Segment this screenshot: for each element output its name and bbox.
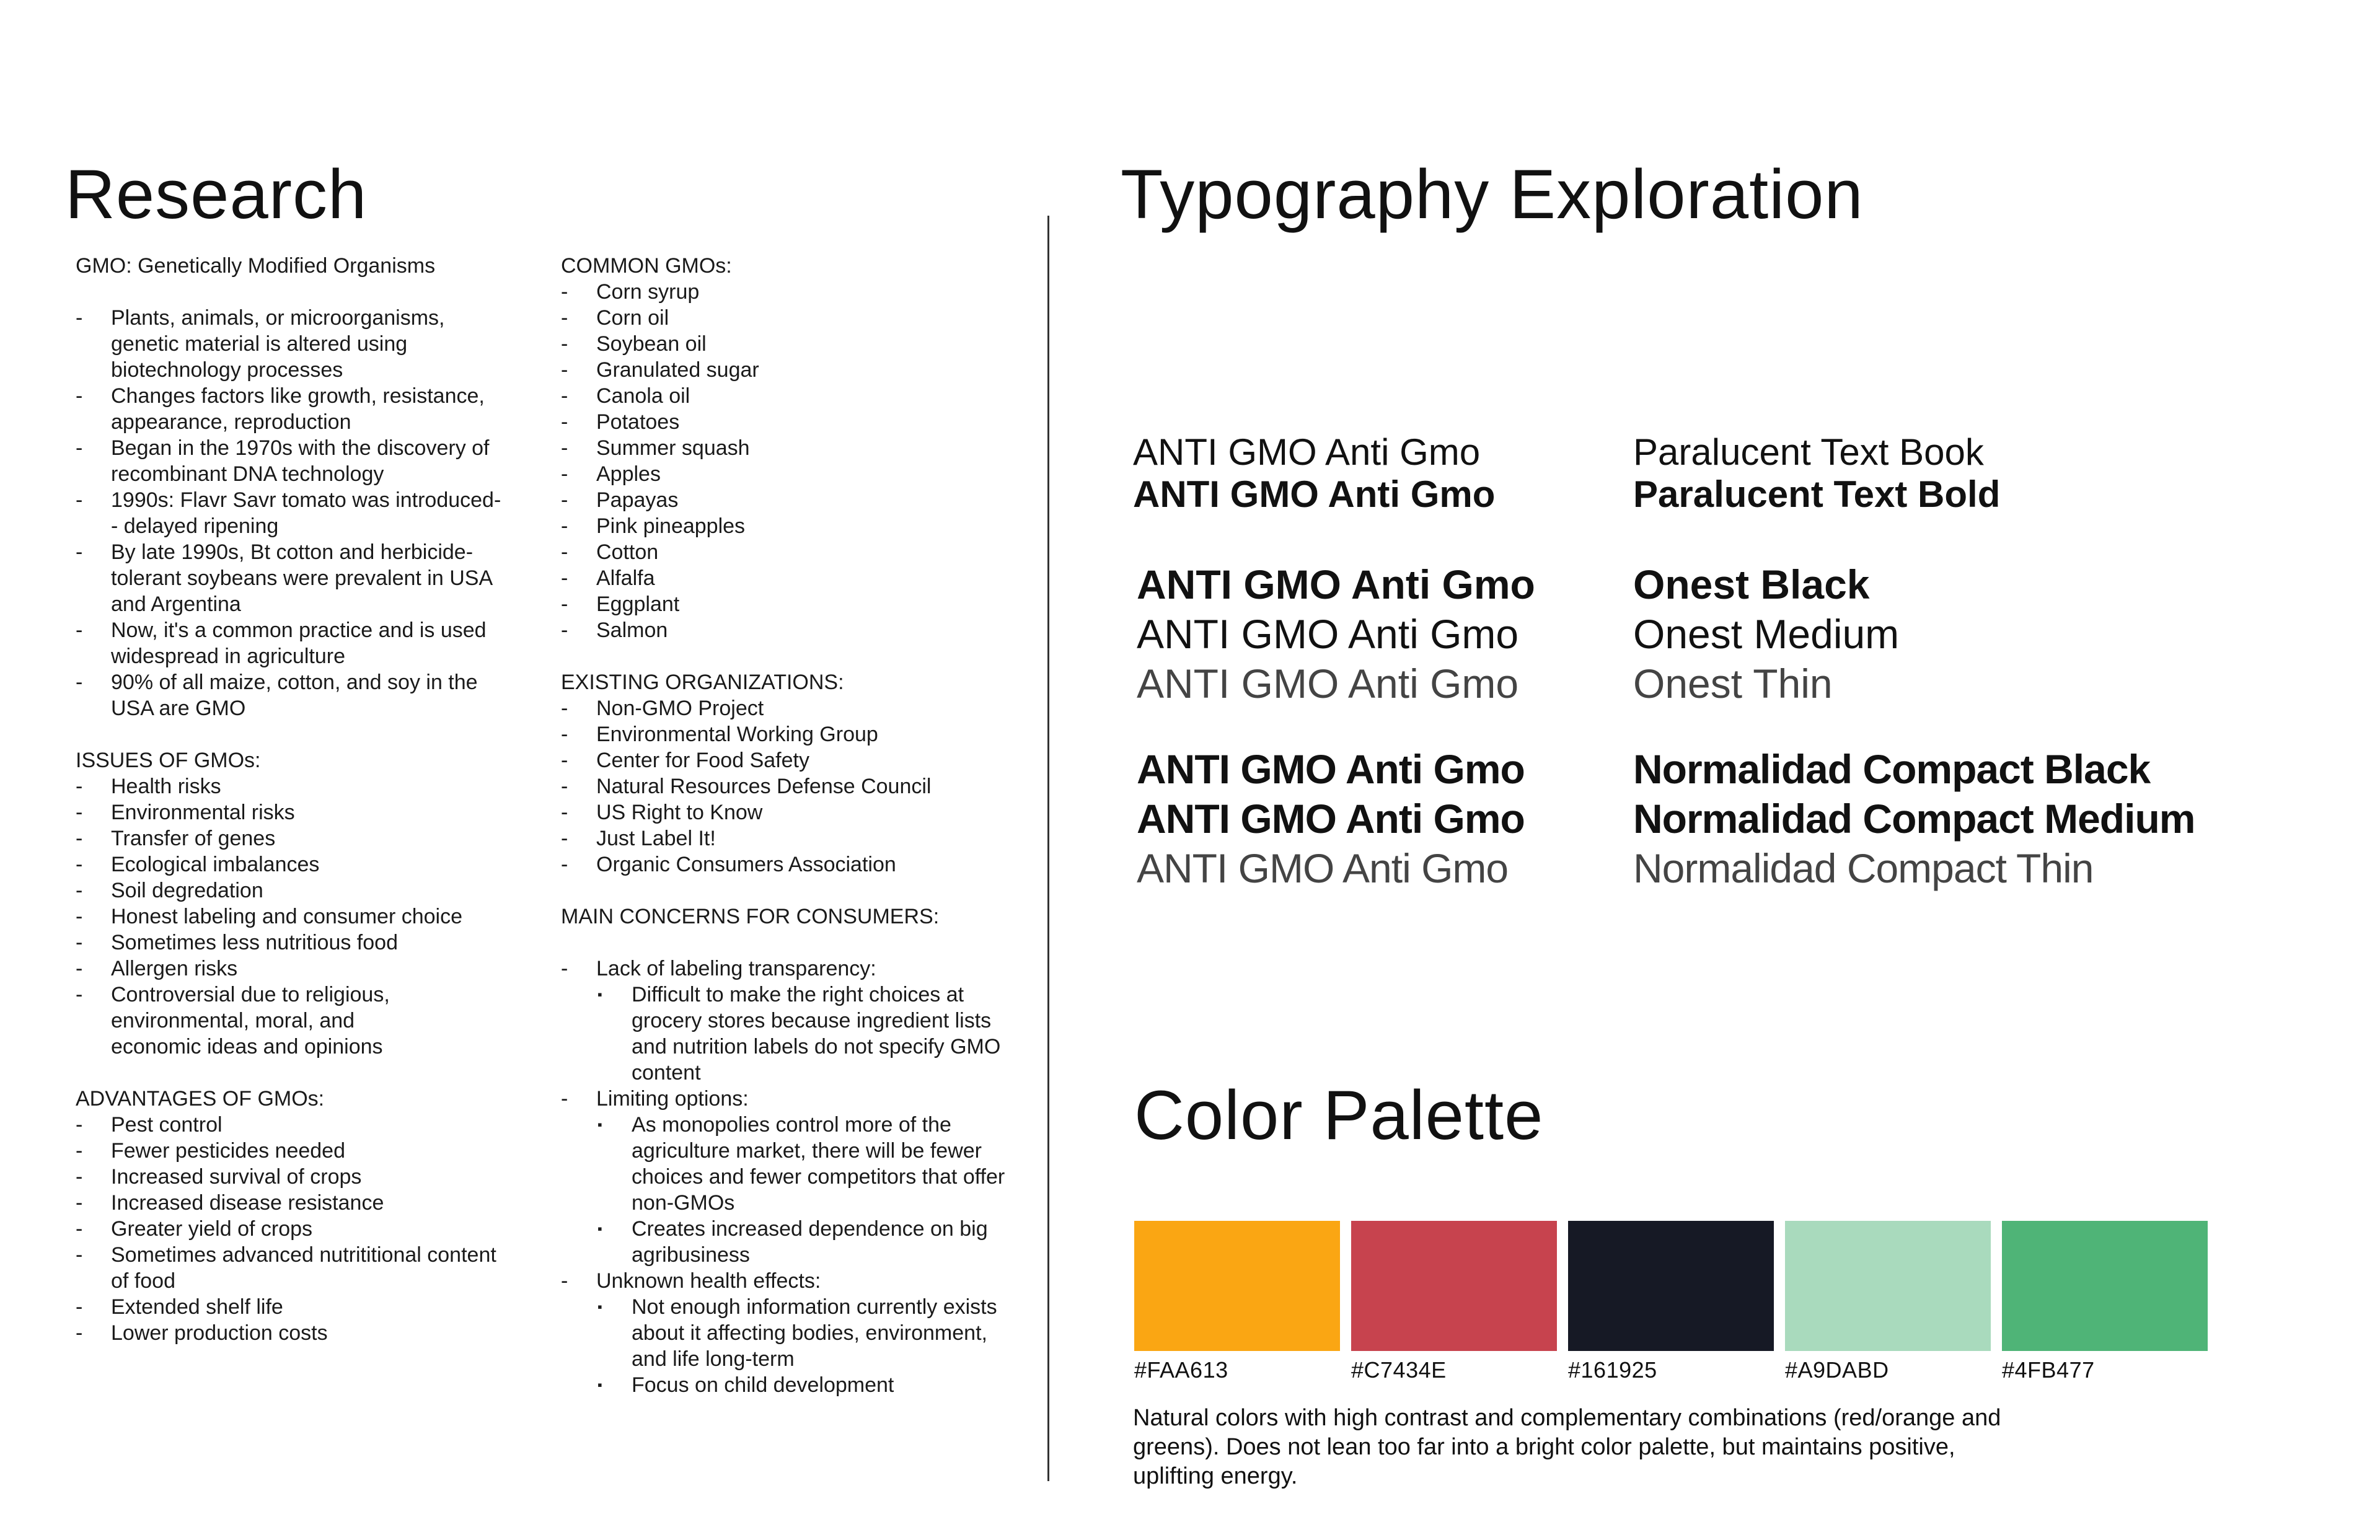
sub-list-item: ▪ As monopolies control more of the agriculture market, there will be fewer choices and fewer competitors that offer non-GMOs (596, 1112, 1007, 1216)
list-item: - Plants, animals, or microorganisms, genetic material is altered using biotechnology processes (76, 305, 503, 383)
list-item: - Cotton (561, 539, 1007, 565)
typography-title: Typography Exploration (1121, 156, 1864, 233)
list-item: - Health risks (76, 773, 503, 799)
font-name-normalidad-medium: Normalidad Compact Medium (1633, 796, 2195, 842)
list-item: - Honest labeling and consumer choice (76, 904, 503, 930)
gmo-intro-list (76, 305, 503, 721)
list-item: - By late 1990s, Bt cotton and herbicide-tolerant soybeans were prevalent in USA and Argentina (76, 539, 503, 617)
gmo-definition-heading: GMO: Genetically Modified Organisms (76, 254, 436, 278)
concern-label: Limiting options: (596, 1087, 749, 1111)
swatch-hex-label: #FAA613 (1134, 1357, 1228, 1383)
list-item: - Granulated sugar (561, 357, 1007, 383)
list-item: - Ecological imbalances (76, 851, 503, 878)
concern-sublist (596, 982, 1007, 1086)
list-item: - Alfalfa (561, 565, 1007, 591)
list-item: - Corn syrup (561, 279, 1007, 305)
list-item: - Increased survival of crops (76, 1164, 503, 1190)
list-item: - Summer squash (561, 435, 1007, 461)
list-item: - Environmental risks (76, 799, 503, 825)
list-item: - Pest control (76, 1112, 503, 1138)
color-swatch (1134, 1221, 1340, 1351)
concerns-heading: MAIN CONCERNS FOR CONSUMERS: (561, 905, 940, 928)
list-item: - Eggplant (561, 591, 1007, 617)
list-item: - 90% of all maize, cotton, and soy in the USA are GMO (76, 669, 503, 721)
list-item: - 1990s: Flavr Savr tomato was introduced-- delayed ripening (76, 487, 503, 539)
column-divider (1047, 216, 1049, 1481)
organizations-list (561, 695, 1007, 878)
list-item: - Non-GMO Project (561, 695, 1007, 721)
concern-sublist (596, 1294, 1007, 1398)
list-item (561, 1268, 1007, 1294)
font-name-paralucent-book: Paralucent Text Book (1633, 431, 1984, 473)
swatch-hex-label: #A9DABD (1785, 1357, 1889, 1383)
list-item: - Just Label It! (561, 825, 1007, 851)
list-item: - Greater yield of crops (76, 1216, 503, 1242)
swatch-hex-label: #161925 (1568, 1357, 1657, 1383)
organizations-heading: EXISTING ORGANIZATIONS: (561, 671, 844, 694)
list-item: - Corn oil (561, 305, 1007, 331)
list-item: - Extended shelf life (76, 1294, 503, 1320)
font-name-onest-black: Onest Black (1633, 561, 1870, 607)
color-swatch (1351, 1221, 1557, 1351)
list-item: - Apples (561, 461, 1007, 487)
color-swatch (1568, 1221, 1774, 1351)
font-name-onest-thin: Onest Thin (1633, 661, 1833, 706)
list-item: - Soybean oil (561, 331, 1007, 357)
concern-label: Unknown health effects: (596, 1269, 821, 1293)
font-name-normalidad-black: Normalidad Compact Black (1633, 746, 2151, 792)
sample-normalidad-black: ANTI GMO Anti Gmo (1137, 746, 1525, 792)
sample-onest-black: ANTI GMO Anti Gmo (1137, 561, 1535, 607)
list-item: - Lower production costs (76, 1320, 503, 1346)
palette-title: Color Palette (1134, 1076, 1544, 1154)
sample-onest-medium: ANTI GMO Anti Gmo (1137, 611, 1519, 657)
sub-list-item: ▪ Creates increased dependence on big agribusiness (596, 1216, 1007, 1268)
sub-list-item: ▪ Not enough information currently exists about it affecting bodies, environment, and life long-term (596, 1294, 1007, 1372)
list-item: - Now, it's a common practice and is used widespread in agriculture (76, 617, 503, 669)
list-item: - Environmental Working Group (561, 721, 1007, 747)
list-item: - US Right to Know (561, 799, 1007, 825)
sub-list-item: ▪ Focus on child development (596, 1372, 1007, 1398)
list-item: - Soil degredation (76, 878, 503, 904)
list-item: - Sometimes less nutritious food (76, 930, 503, 956)
sample-book: ANTI GMO Anti Gmo (1133, 431, 1481, 473)
list-item: - Organic Consumers Association (561, 851, 1007, 878)
list-item: - Changes factors like growth, resistance, appearance, reproduction (76, 383, 503, 435)
concern-label: Lack of labeling transparency: (596, 957, 876, 980)
list-item: - Salmon (561, 617, 1007, 643)
palette-description: Natural colors with high contrast and complementary combinations (red/orange and greens). Does not lean too far into a bright color palette, but maintains positive, uplifting energy. (1133, 1405, 2001, 1489)
sample-onest-thin: ANTI GMO Anti Gmo (1137, 661, 1519, 706)
list-item: - Sometimes advanced nutrititional content of food (76, 1242, 503, 1294)
concerns-list (561, 1268, 1007, 1294)
list-item: - Fewer pesticides needed (76, 1138, 503, 1164)
list-item: - Pink pineapples (561, 513, 1007, 539)
research-title: Research (65, 156, 368, 233)
sample-bold: ANTI GMO Anti Gmo (1133, 473, 1496, 515)
common-gmos-list (561, 279, 1007, 643)
concerns-list (561, 1086, 1007, 1112)
font-name-paralucent-bold: Paralucent Text Bold (1633, 473, 2001, 515)
list-item: - Increased disease resistance (76, 1190, 503, 1216)
research-column-1 (76, 253, 503, 1372)
font-name-onest-medium: Onest Medium (1633, 611, 1900, 657)
swatch-hex-label: #4FB477 (2002, 1357, 2095, 1383)
color-swatch (1785, 1221, 1991, 1351)
sample-normalidad-thin: ANTI GMO Anti Gmo (1137, 845, 1509, 891)
list-item: - Center for Food Safety (561, 747, 1007, 773)
common-gmos-heading: COMMON GMOs: (561, 254, 732, 278)
list-item: - Transfer of genes (76, 825, 503, 851)
swatch-hex-label: #C7434E (1351, 1357, 1447, 1383)
concerns-list (561, 956, 1007, 982)
list-item: - Natural Resources Defense Council (561, 773, 1007, 799)
list-item (561, 956, 1007, 982)
font-name-normalidad-thin: Normalidad Compact Thin (1633, 845, 2094, 891)
list-item: - Began in the 1970s with the discovery of recombinant DNA technology (76, 435, 503, 487)
research-column-2 (561, 253, 1007, 1424)
concern-sublist (596, 1112, 1007, 1268)
issues-list (76, 773, 503, 1060)
list-item: - Papayas (561, 487, 1007, 513)
list-item: - Allergen risks (76, 956, 503, 982)
color-swatch (2002, 1221, 2208, 1351)
sub-list-item: ▪ Difficult to make the right choices at grocery stores because ingredient lists and nutrition labels do not specify GMO content (596, 982, 1007, 1086)
list-item: - Potatoes (561, 409, 1007, 435)
advantages-list (76, 1112, 503, 1346)
advantages-heading: ADVANTAGES OF GMOs: (76, 1087, 325, 1111)
list-item (561, 1086, 1007, 1112)
list-item: - Controversial due to religious, environmental, moral, and economic ideas and opinions (76, 982, 402, 1060)
sample-normalidad-medium: ANTI GMO Anti Gmo (1137, 796, 1525, 842)
list-item: - Canola oil (561, 383, 1007, 409)
issues-heading: ISSUES OF GMOs: (76, 749, 261, 772)
